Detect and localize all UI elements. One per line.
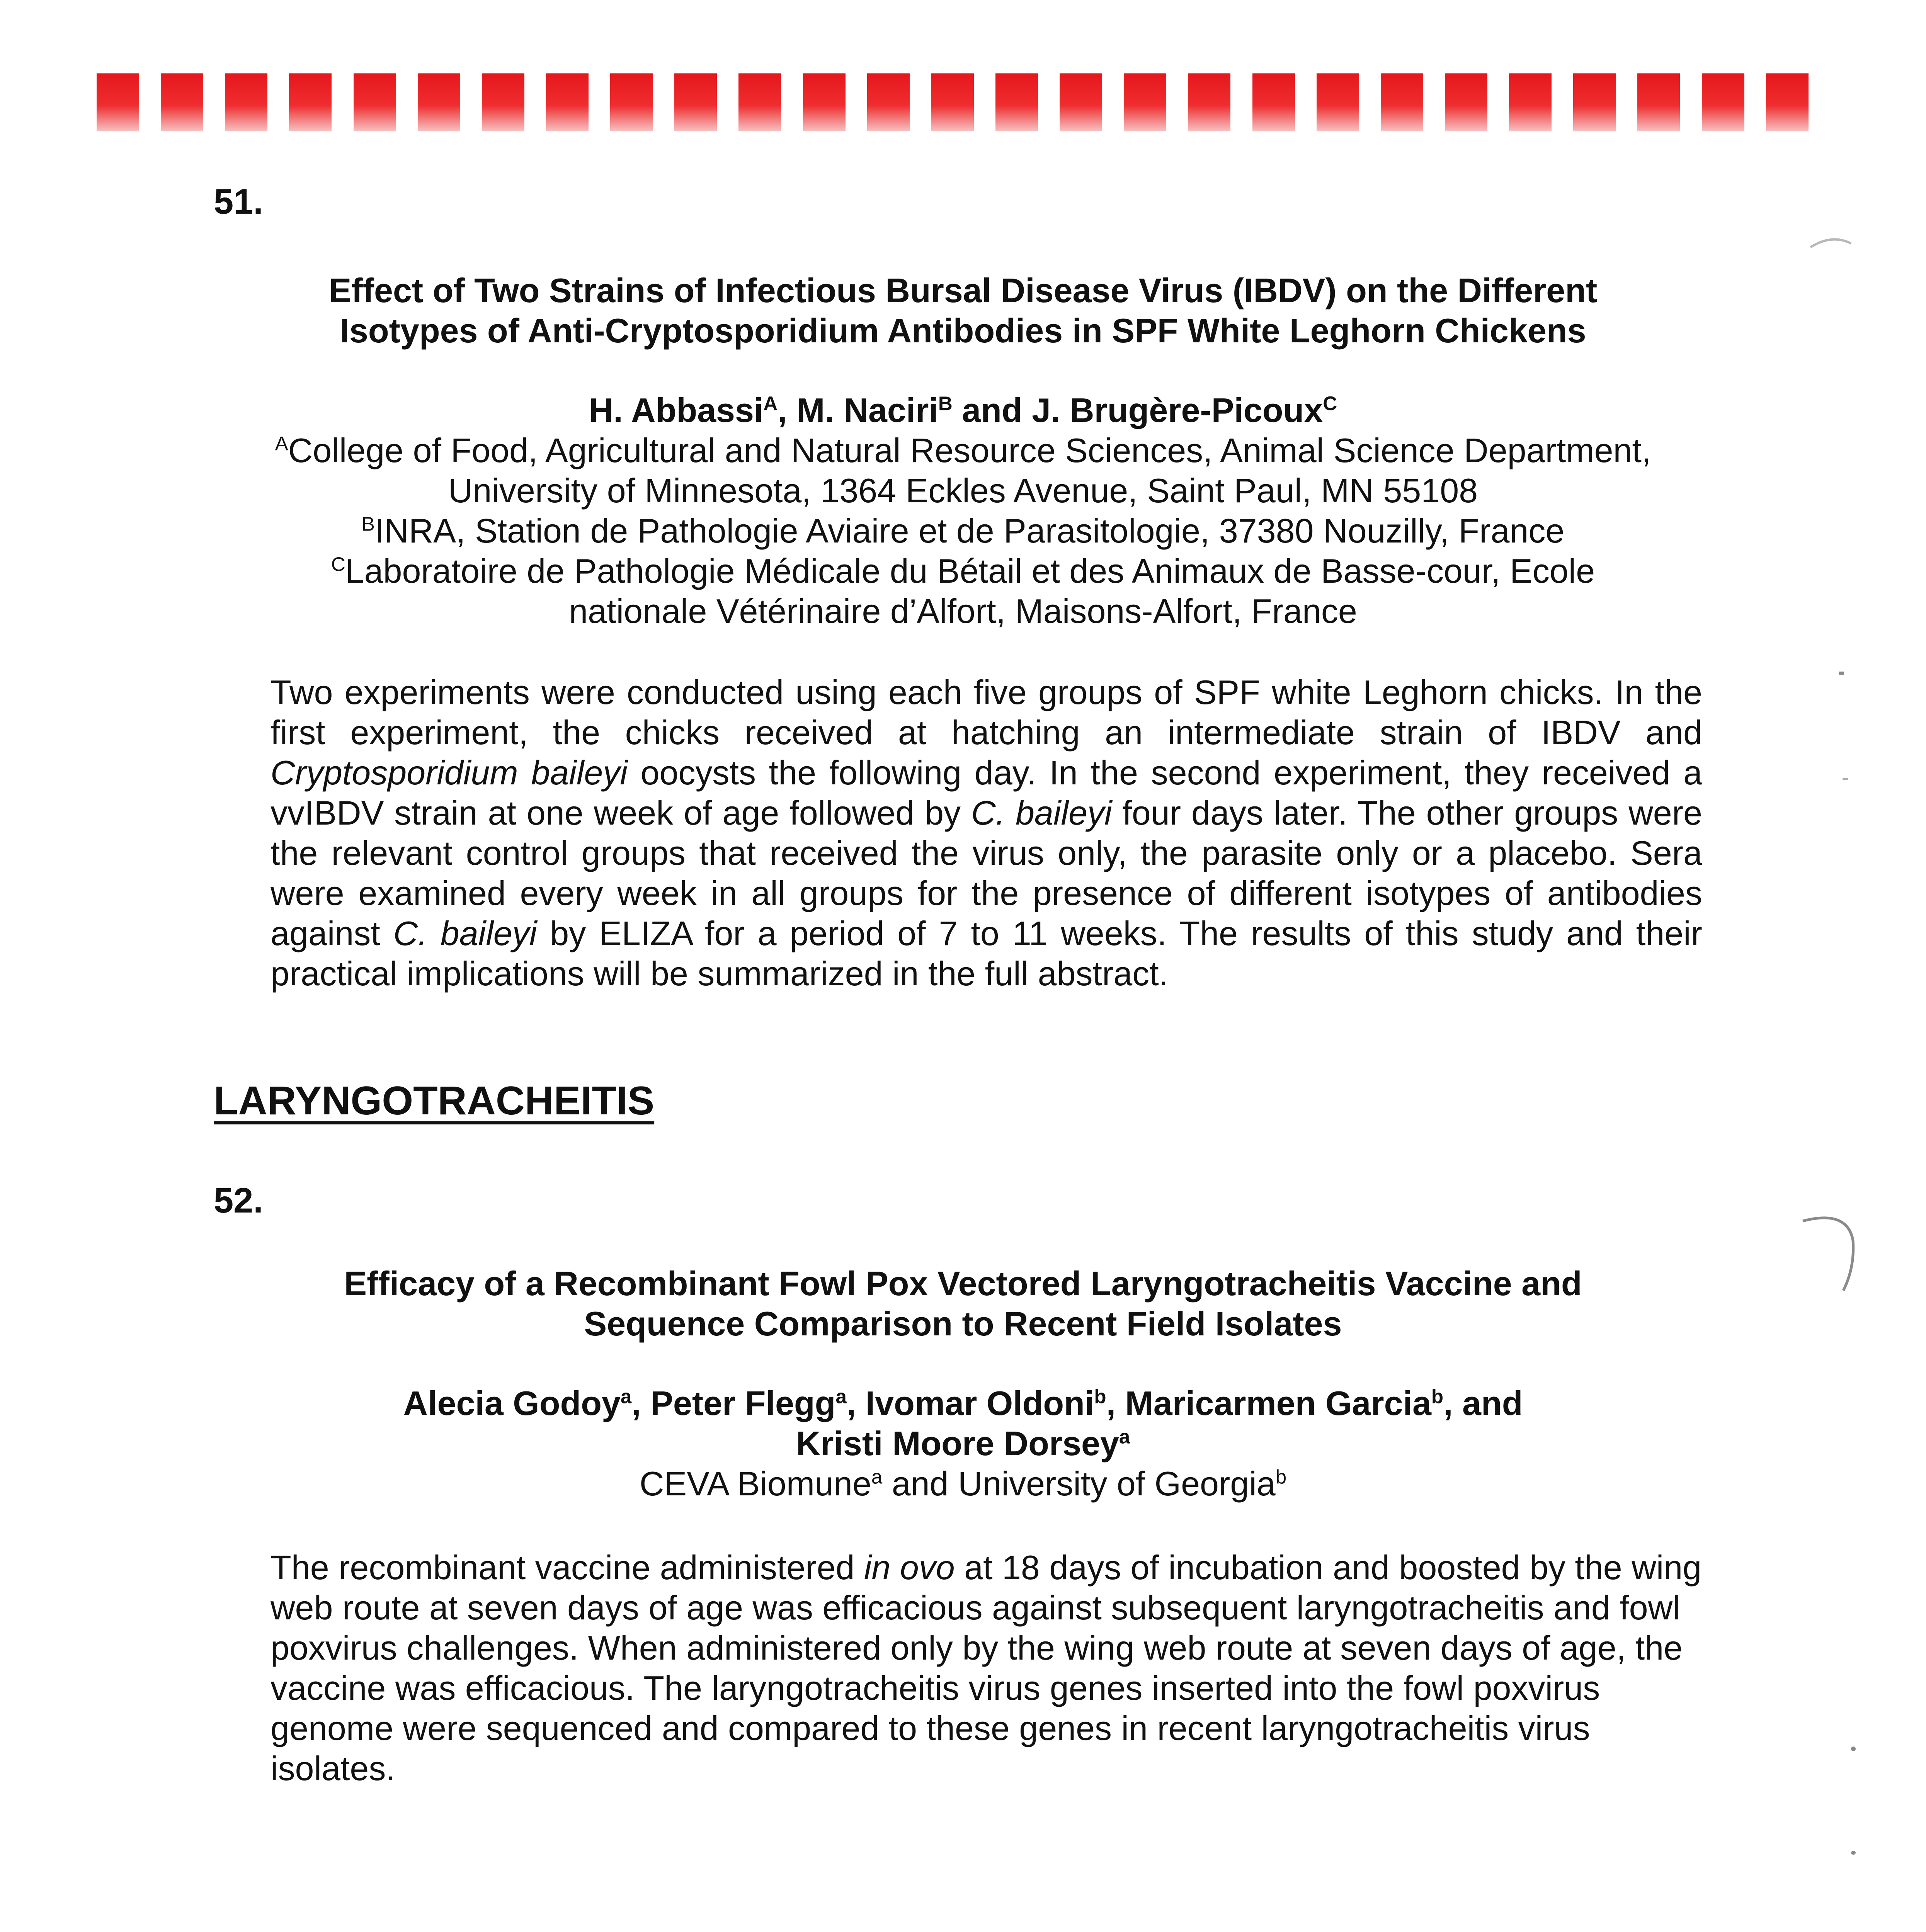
red-bar-block (1702, 73, 1744, 131)
red-bar-block (1445, 73, 1487, 131)
red-bar-block (738, 73, 781, 131)
scan-speck (1851, 1747, 1856, 1751)
red-bar-block (161, 73, 203, 131)
red-bar-block (1124, 73, 1166, 131)
author-superscript: C (1323, 392, 1337, 415)
abstract-51-body (271, 672, 1702, 994)
author-name: M. Naciri (796, 391, 938, 429)
red-bar-block (674, 73, 717, 131)
section-heading: LARYNGOTRACHEITIS (214, 1078, 655, 1123)
affiliation-superscript: C (331, 553, 345, 575)
scan-speck (1851, 1851, 1856, 1855)
red-bar-block (1573, 73, 1616, 131)
abstract-52-number: 52. (214, 1181, 263, 1220)
abstract-51-number: 51. (214, 182, 263, 221)
red-bar-block (931, 73, 974, 131)
affiliation-superscript: b (1275, 1466, 1287, 1488)
affiliation-text: College of Food, Agricultural and Natural Resource Sciences, Animal Science Department, (288, 431, 1651, 469)
scan-speck (1839, 672, 1844, 675)
body-text: Two experiments were conducted using each five groups of SPF white Leghorn chicks. In the first experiment, the chicks received at hatching an intermediate strain of IBDV and (271, 673, 1702, 752)
red-bar-block (1317, 73, 1359, 131)
abstract-52-body (271, 1548, 1702, 1789)
abstract-52-affiliations (0, 1464, 1926, 1504)
affiliation-c-line-2: nationale Vétérinaire d’Alfort, Maisons-Alfort, France (569, 592, 1357, 630)
author-name: H. Abbassi (589, 391, 764, 429)
author-name: Kristi Moore Dorsey (796, 1424, 1119, 1463)
author-name: J. Brugère-Picoux (1032, 391, 1323, 429)
red-bar-block (97, 73, 139, 131)
body-text: four days later. The other groups were the relevant control groups that received the virus only, the parasite only or a placebo. Sera were examined every week in all groups for the presence of different isotypes of antibodies against (271, 794, 1702, 952)
affiliation-c-line-1 (0, 551, 1926, 591)
abstract-51-authors (0, 390, 1926, 430)
abstract-52-authors-line-1 (0, 1383, 1926, 1423)
affiliation-a-line-1 (0, 430, 1926, 471)
author-superscript: b (1431, 1385, 1444, 1408)
abstract-51-title-line-2: Isotypes of Anti-Cryptosporidium Antibodies in SPF White Leghorn Chickens (340, 311, 1586, 350)
affiliation-superscript: B (361, 513, 375, 535)
red-bar-block (1381, 73, 1423, 131)
author-separator: , (778, 391, 797, 429)
body-italic-text: in ovo (864, 1548, 955, 1587)
author-separator: , and (1443, 1384, 1523, 1422)
red-bar-block (1188, 73, 1230, 131)
body-italic-text: C. baileyi (971, 794, 1112, 832)
red-bar-block (1509, 73, 1552, 131)
red-bar-block (1060, 73, 1102, 131)
scan-hole-edge-mark (1809, 232, 1855, 267)
author-superscript: a (1119, 1425, 1130, 1448)
red-bar-block (1252, 73, 1295, 131)
red-bar-block (418, 73, 460, 131)
red-bar-block (546, 73, 589, 131)
affiliation-text: Laboratoire de Pathologie Médicale du Bétail et des Animaux de Basse-cour, Ecole (345, 552, 1595, 590)
red-bar-block (803, 73, 846, 131)
author-superscript: b (1094, 1385, 1106, 1408)
author-superscript: B (938, 392, 953, 415)
affiliation-text: and University of Georgia (882, 1464, 1276, 1503)
author-separator: , (1106, 1384, 1125, 1422)
author-separator: and (952, 391, 1032, 429)
affiliation-superscript: A (275, 432, 288, 455)
affiliation-b (0, 511, 1926, 551)
red-bar-block (1766, 73, 1809, 131)
body-text: at 18 days of incubation and boosted by the wing web route at seven days of age was efficacious against subsequent laryngotracheitis and fowl poxvirus challenges. When administered only by the wing web route at seven days of age, the vaccine was efficacious. The laryngotracheitis virus genes inserted into the fowl poxvirus genome were sequenced and compared to these genes in recent laryngotracheitis virus isolates. (271, 1548, 1702, 1787)
decorative-red-block-bar (97, 73, 1809, 131)
author-superscript: A (763, 392, 778, 415)
author-superscript: a (835, 1385, 847, 1408)
body-italic-text: Cryptosporidium baileyi (271, 753, 628, 792)
scan-hole-edge-mark (1801, 1209, 1866, 1302)
body-text: oocysts the following day. In the second experiment, they received a vvIBDV strain at one week of age followed by (271, 753, 1702, 832)
scan-speck (1843, 778, 1848, 780)
body-text: The recombinant vaccine administered (271, 1548, 864, 1587)
affiliation-a-line-2: University of Minnesota, 1364 Eckles Avenue, Saint Paul, MN 55108 (448, 471, 1478, 510)
body-italic-text: C. baileyi (393, 914, 537, 952)
author-name: Peter Flegg (650, 1384, 836, 1422)
abstract-52-title-line-1: Efficacy of a Recombinant Fowl Pox Vectored Laryngotracheitis Vaccine and (344, 1264, 1582, 1303)
author-name: Ivomar Oldoni (865, 1384, 1094, 1422)
red-bar-block (354, 73, 396, 131)
author-name: Alecia Godoy (403, 1384, 621, 1422)
abstract-52-title-line-2: Sequence Comparison to Recent Field Isolates (584, 1304, 1342, 1343)
affiliation-superscript: a (871, 1466, 883, 1488)
affiliation-text: CEVA Biomune (639, 1464, 871, 1503)
author-separator: , (631, 1384, 651, 1422)
body-text: by ELIZA for a period of 7 to 11 weeks. The results of this study and their practical implications will be summarized in the full abstract. (271, 914, 1702, 993)
abstract-52-authors-line-2 (0, 1423, 1926, 1464)
author-name: Maricarmen Garcia (1125, 1384, 1431, 1422)
red-bar-block (1637, 73, 1680, 131)
affiliation-text: INRA, Station de Pathologie Aviaire et de Parasitologie, 37380 Nouzilly, France (374, 512, 1565, 550)
red-bar-block (225, 73, 267, 131)
red-bar-block (867, 73, 910, 131)
author-separator: , (846, 1384, 866, 1422)
red-bar-block (610, 73, 653, 131)
red-bar-block (995, 73, 1038, 131)
red-bar-block (482, 73, 524, 131)
author-superscript: a (620, 1385, 632, 1408)
abstract-51-title-line-1: Effect of Two Strains of Infectious Bursal Disease Virus (IBDV) on the Different (328, 271, 1598, 310)
red-bar-block (289, 73, 332, 131)
